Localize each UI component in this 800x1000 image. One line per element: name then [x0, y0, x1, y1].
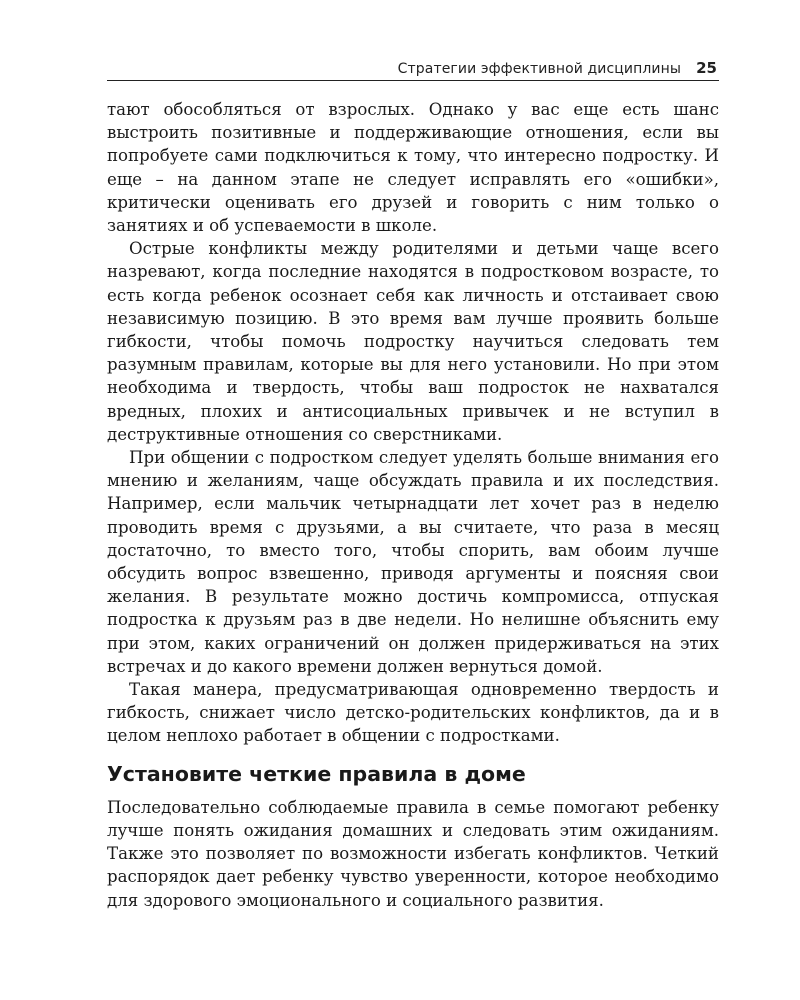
paragraph: При общении с подростком следует уделять больше внимания его мнению и желаниям, чаще обсуждать правила и их последствия. Например, если мальчик четырнадцати лет хочет раз в неделю проводить время с друзьями, а вы считаете, что раза в месяц достаточно, то вместо того, чтобы спорить, вам обоим лучше обсудить вопрос взвешенно, приводя аргументы и поясняя свои желания. В результате можно достичь компромисса, отпуская подростка к друзьям раз в две недели. Но нелишне объяснить ему при этом, каких ограничений он должен придерживаться на этих встречах и до какого времени должен вернуться домой. [107, 448, 719, 676]
paragraph: Последовательно соблюдаемые правила в семье помогают ребенку лучше понять ожидания домашних и следовать этим ожиданиям. Также это позволяет по возможности избегать конфликтов. Четкий распорядок дает ребенку чувство уверенности, которое необходимо для здорового эмоционального и социального развития. [107, 797, 719, 910]
running-header [107, 58, 719, 81]
paragraph: Острые конфликты между родителями и детьми чаще всего назревают, когда последние находятся в подростковом возрасте, то есть когда ребенок осознает себя как личность и отстаивает свою независимую позицию. В это время вам лучше проявить больше гибкости, чтобы помочь подростку научиться следовать тем разумным правилам, которые вы для него установили. Но при этом необходима и твердость, чтобы ваш подросток не нахватался вредных, плохих и антисоциальных привычек и не вступил в деструктивные отношения со сверстниками. [107, 239, 719, 444]
page-number: 25 [696, 59, 717, 77]
paragraph: Такая манера, предусматривающая одновременно твердость и гибкость, снижает число детско-родительских конфликтов, да и в целом неплохо работает в общении с подростками. [107, 680, 719, 746]
paragraph: тают обособляться от взрослых. Однако у вас еще есть шанс выстроить позитивные и поддерживающие отношения, если вы попробуете сами подключиться к тому, что интересно подростку. И еще – на данном этапе не следует исправлять его «ошибки», критически оценивать его друзей и говорить с ним только о занятиях и об успеваемости в школе. [107, 100, 719, 236]
section-heading: Установите четкие правила в доме [107, 761, 526, 786]
page-body [107, 98, 719, 912]
running-header-title: Стратегии эффективной дисциплины [397, 61, 681, 77]
